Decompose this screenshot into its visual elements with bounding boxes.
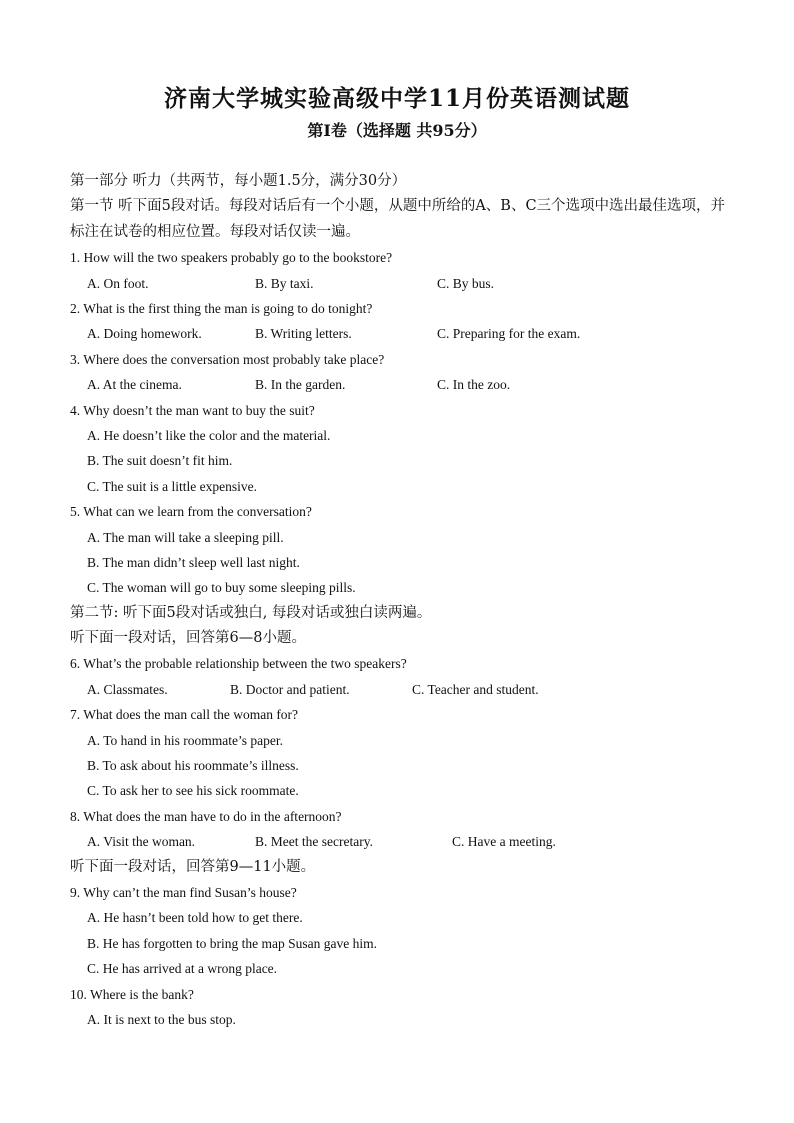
option-c: C. Preparing for the exam. <box>437 326 581 342</box>
question-5: 5. What can we learn from the conversation? <box>70 504 312 520</box>
question-3: 3. Where does the conversation most probably take place? <box>70 351 385 367</box>
question-1-options <box>70 271 730 296</box>
section2-heading: 第二节: 听下面5段对话或独白, 每段对话或独白读两遍。 <box>70 604 432 621</box>
exam-content <box>70 169 730 1032</box>
option-c: C. He has arrived at a wrong place. <box>87 961 278 977</box>
dialog-9-11-instruction: 听下面一段对话，回答第9—11小题。 <box>70 858 316 875</box>
option-b: B. The suit doesn’t fit him. <box>87 453 233 469</box>
option-a: A. On foot. <box>87 275 149 291</box>
question-2-options <box>70 321 730 346</box>
option-b: B. The man didn’t sleep well last night. <box>87 554 300 570</box>
option-c: C. Teacher and student. <box>412 681 539 697</box>
question-10: 10. Where is the bank? <box>70 986 194 1002</box>
option-c: C. Have a meeting. <box>452 834 556 850</box>
option-b: B. Meet the secretary. <box>255 834 373 850</box>
part1-heading: 第一部分 听力（共两节，每小题1.5分，满分30分） <box>70 173 407 189</box>
question-6: 6. What’s the probable relationship between the two speakers? <box>70 656 407 672</box>
option-a: A. Classmates. <box>87 681 168 697</box>
question-8-options <box>70 829 730 854</box>
question-6-options <box>70 677 730 702</box>
option-b: B. In the garden. <box>255 377 346 393</box>
option-b: B. By taxi. <box>255 275 314 291</box>
question-2: 2. What is the first thing the man is going to do tonight? <box>70 300 373 316</box>
question-4: 4. Why doesn’t the man want to buy the suit? <box>70 402 315 418</box>
option-c: C. The suit is a little expensive. <box>87 478 257 494</box>
option-a: A. He doesn’t like the color and the material. <box>87 427 331 443</box>
question-9: 9. Why can’t the man find Susan’s house? <box>70 884 297 900</box>
option-a: A. Visit the woman. <box>87 834 196 850</box>
page-title: 济南大学城实验高级中学11月份英语测试题 <box>163 85 630 112</box>
option-c: C. To ask her to see his sick roommate. <box>87 783 299 799</box>
option-b: B. Writing letters. <box>255 326 352 342</box>
option-a: A. Doing homework. <box>87 326 202 342</box>
option-c: C. By bus. <box>437 275 495 291</box>
page-subtitle: 第Ⅰ卷（选择题 共95分） <box>307 121 487 140</box>
option-a: A. At the cinema. <box>87 377 182 393</box>
question-3-options <box>70 372 730 397</box>
question-1: 1. How will the two speakers probably go to the bookstore? <box>70 250 393 266</box>
section1-instructions: 第一节 听下面5段对话。每段对话后有一个小题，从题中所给的A、B、C三个选项中选出最佳选项，并标注在试卷的相应位置。每段对话仅读一遍。 <box>70 198 726 240</box>
question-8: 8. What does the man have to do in the afternoon? <box>70 808 342 824</box>
option-b: B. He has forgotten to bring the map Susan gave him. <box>87 935 377 951</box>
option-a: A. He hasn’t been told how to get there. <box>87 910 303 926</box>
option-a: A. The man will take a sleeping pill. <box>87 529 284 545</box>
option-b: B. Doctor and patient. <box>230 681 350 697</box>
option-c: C. The woman will go to buy some sleeping pills. <box>87 580 356 596</box>
option-b: B. To ask about his roommate’s illness. <box>87 758 299 774</box>
option-c: C. In the zoo. <box>437 377 511 393</box>
option-a: A. To hand in his roommate’s paper. <box>87 732 284 748</box>
option-a: A. It is next to the bus stop. <box>87 1011 236 1027</box>
dialog-6-8-instruction: 听下面一段对话，回答第6—8小题。 <box>70 630 306 647</box>
question-7: 7. What does the man call the woman for? <box>70 707 299 723</box>
